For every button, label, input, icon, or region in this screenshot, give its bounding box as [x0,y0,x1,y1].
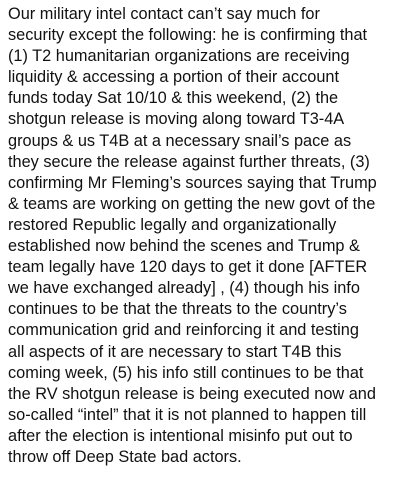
text-line-4: liquidity & accessing a portion of their account [8,68,339,87]
text-line-21: after the election is intentional misinfo put out to [8,426,353,445]
text-line-3: (1) T2 humanitarian organizations are receiving [8,47,350,66]
text-line-8: they secure the release against further threats, (3) [8,152,370,171]
document-text-block [8,4,412,468]
text-line-16: communication grid and reinforcing it and testing [8,321,359,340]
text-line-11: restored Republic legally and organizationally [8,215,337,234]
text-line-9: confirming Mr Fleming’s sources saying that Trump [8,173,377,192]
text-line-13: team legally have 120 days to get it done [AFTER [8,258,368,277]
text-line-5: funds today Sat 10/10 & this weekend, (2) the [8,89,339,108]
text-line-22: throw off Deep State bad actors. [8,447,242,466]
text-line-1: Our military intel contact can’t say much for [8,5,320,23]
text-line-7: groups & us T4B at a necessary snail’s pace as [8,131,352,150]
text-line-20: so-called “intel” that it is not planned to happen till [8,405,367,424]
text-line-18: coming week, (5) his info still continues to be that [8,363,364,382]
text-line-17: all aspects of it are necessary to start T4B this [8,342,342,361]
text-line-19: the RV shotgun release is being executed now and [8,384,376,403]
text-line-14: we have exchanged already] , (4) though his info [8,279,360,298]
text-line-15: continues to be that the threats to the country’s [8,300,347,319]
text-line-10: & teams are working on getting the new govt of the [8,194,376,213]
text-line-6: shotgun release is moving along toward T3-4A [8,110,345,129]
text-line-2: security except the following: he is confirming that [8,26,368,45]
text-line-12: established now behind the scenes and Trump & [8,237,360,256]
